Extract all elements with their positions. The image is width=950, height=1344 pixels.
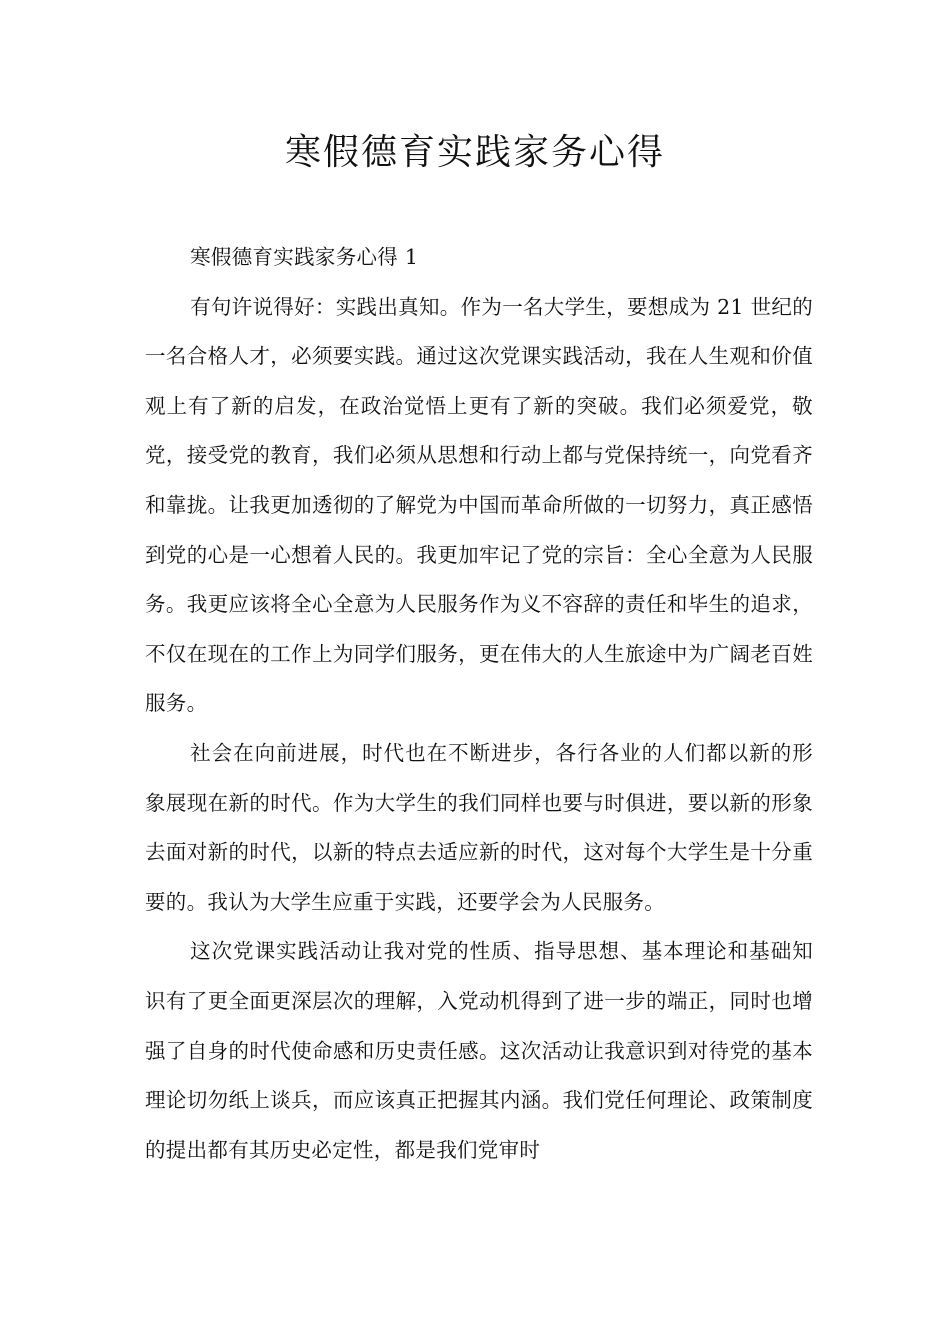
document-body [145,233,813,1175]
paragraph-2: 社会在向前进展，时代也在不断进步，各行各业的人们都以新的形象展现在新的时代。作为大学生的我们同样也要与时俱进，要以新的形象去面对新的时代，以新的特点去适应新的时代，这对每个大学生是十分重要的。我认为大学生应重于实践，还要学会为人民服务。 [145,740,813,914]
paragraph-1: 有句许说得好：实践出真知。作为一名大学生，要想成为 21 世纪的一名合格人才，必须要实践。通过这次党课实践活动，我在人生观和价值观上有了新的启发，在政治觉悟上更有了新的突破。我们必须爱党，敬党，接受党的教育，我们必须从思想和行动上都与党保持统一，向党看齐和靠拢。让我更加透彻的了解党为中国而革命所做的一切努力，真正感悟到党的心是一心想着人民的。我更加牢记了党的宗旨：全心全意为人民服务。我更应该将全心全意为人民服务作为义不容辞的责任和毕生的追求，不仅在现在的工作上为同学们服务，更在伟大的人生旅途中为广阔老百姓服务。 [145,294,813,716]
document-title: 寒假德育实践家务心得 [284,132,665,173]
paragraph-3: 这次党课实践活动让我对党的性质、指导思想、基本理论和基础知识有了更全面更深层次的理解，入党动机得到了进一步的端正，同时也增强了自身的时代使命感和历史责任感。这次活动让我意识到对待党的基本理论切勿纸上谈兵，而应该真正把握其内涵。我们党任何理论、政策制度的提出都有其历史必定性，都是我们党审时 [145,939,813,1162]
section-heading: 寒假德育实践家务心得 1 [190,245,419,269]
